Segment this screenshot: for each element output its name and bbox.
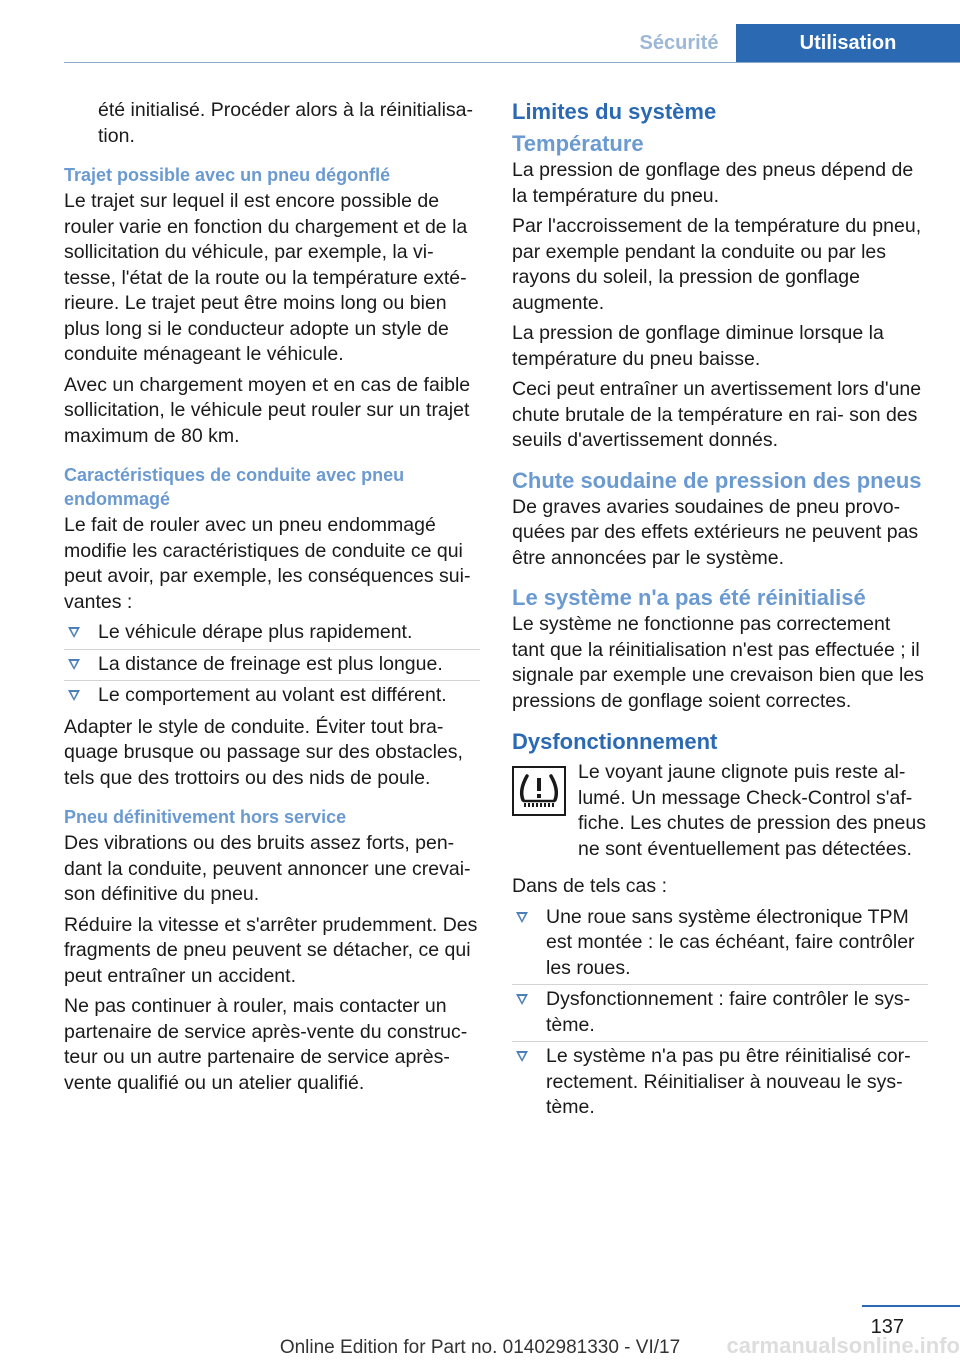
paragraph: Le trajet sur lequel il est encore possible de rouler varie en fonction du chargement et de la sollicitation du véhicule, par exemple, la vi‐ tesse, l'état de la route ou la température exté‐ rieure. Le trajet peut être moins long ou bien plus long si le conducteur adopte un style de conduite ménageant le véhicule. (64, 190, 468, 365)
triangle-bullet-icon (516, 912, 528, 923)
triangle-bullet-icon (516, 994, 528, 1005)
triangle-bullet-icon (68, 627, 80, 638)
paragraph: Réduire la vitesse et s'arrêter prudemment. Des fragments de pneu peuvent se détacher, ce qui peut entraîner un accident. (64, 913, 478, 987)
list-item: Dysfonctionnement : faire contrôler le sys‐ tème. (512, 987, 928, 1038)
bullet-list (64, 620, 480, 709)
paragraph: Le fait de rouler avec un pneu endommagé modifie les caractéristiques de conduite ce qui peut avoir, par exemple, les conséquences sui‐ vantes : (64, 514, 471, 613)
heading-temperature: Température (512, 131, 644, 156)
heading-trajet: Trajet possible avec un pneu dégonflé (64, 165, 391, 185)
page-number-rule (862, 1305, 960, 1307)
paragraph: Dans de tels cas : (512, 875, 667, 897)
paragraph: De graves avaries soudaines de pneu provo‐ quées par des effets extérieurs ne peuvent pas être annoncées par le système. (512, 495, 919, 569)
bullet-list (512, 905, 928, 1121)
heading-limites: Limites du système (512, 99, 717, 124)
paragraph: Ceci peut entraîner un avertissement lors d'une chute brutale de la température en rai‐ son des seuils d'avertissement donnés. (512, 378, 922, 451)
list-item: Le véhicule dérape plus rapidement. (64, 620, 480, 646)
triangle-bullet-icon (68, 659, 80, 670)
page-number: 137 (870, 1316, 904, 1338)
paragraph: La pression de gonflage des pneus dépend de la température du pneu. (512, 159, 914, 207)
tab-securite[interactable]: Sécurité (639, 32, 719, 54)
footer-edition: Online Edition for Part no. 01402981330 - VI/17 (279, 1337, 681, 1358)
paragraph: Par l'accroissement de la température du pneu, par exemple pendant la conduite ou par les rayons du soleil, la pression de gonflage augmente. (512, 215, 922, 314)
triangle-bullet-icon (516, 1051, 528, 1062)
list-item: Une roue sans système électronique TPM est montée : le cas échéant, faire contrôler les roues. (512, 905, 928, 982)
heading-caracteristiques: Caractéristiques de conduite avec pneu endommagé (64, 465, 405, 509)
watermark: carmanualsonline.info (726, 1333, 960, 1358)
header-rule (64, 62, 960, 63)
warning-text: Le voyant jaune clignote puis reste al‐ lumé. Un message Check-Control s'af‐ fiche. Les chutes de pression des pneus ne sont éventuellement pas détectées. (578, 761, 926, 860)
heading-dysfonctionnement: Dysfonctionnement (512, 729, 718, 754)
paragraph: Le système ne fonctionne pas correctement tant que la réinitialisation n'est pas effectuée ; il signale par exemple une crevaison bien que les pressions de gonflage soient correctes. (512, 613, 924, 712)
heading-non-reinitialise: Le système n'a pas été réinitialisé (512, 585, 866, 610)
tire-pressure-warning-icon (512, 766, 566, 816)
left-column (64, 98, 480, 1101)
triangle-bullet-icon (68, 690, 80, 701)
paragraph: Avec un chargement moyen et en cas de faible sollicitation, le véhicule peut rouler sur un trajet maximum de 80 km. (64, 373, 471, 447)
continuation-text: été initialisé. Procéder alors à la réinitialisa‐ tion. (98, 99, 474, 147)
paragraph: La pression de gonflage diminue lorsque la température du pneu baisse. (512, 322, 884, 370)
warning-block (512, 760, 928, 862)
heading-pneu-hors-service: Pneu définitivement hors service (64, 807, 347, 827)
tab-utilisation[interactable]: Utilisation (736, 24, 960, 62)
list-item: Le système n'a pas pu être réinitialisé cor‐ rectement. Réinitialiser à nouveau le sys‐ tème. (512, 1044, 928, 1121)
list-item: Le comportement au volant est différent. (64, 683, 480, 709)
list-item: La distance de freinage est plus longue. (64, 652, 480, 678)
paragraph: Ne pas continuer à rouler, mais contacter un partenaire de service après-vente du construc‐ teur ou un autre partenaire de service après- vente qualifié ou un atelier qualifié. (64, 995, 468, 1094)
paragraph: Des vibrations ou des bruits assez forts, pen‐ dant la conduite, peuvent annoncer une crevai‐ son définitive du pneu. (64, 832, 471, 905)
heading-chute-soudaine: Chute soudaine de pression des pneus (512, 467, 922, 493)
paragraph: Adapter le style de conduite. Éviter tout bra‐ quage brusque ou passage sur des obstacles, tels que des trottoirs ou des nids de poule. (64, 715, 463, 789)
right-column (512, 98, 928, 1127)
